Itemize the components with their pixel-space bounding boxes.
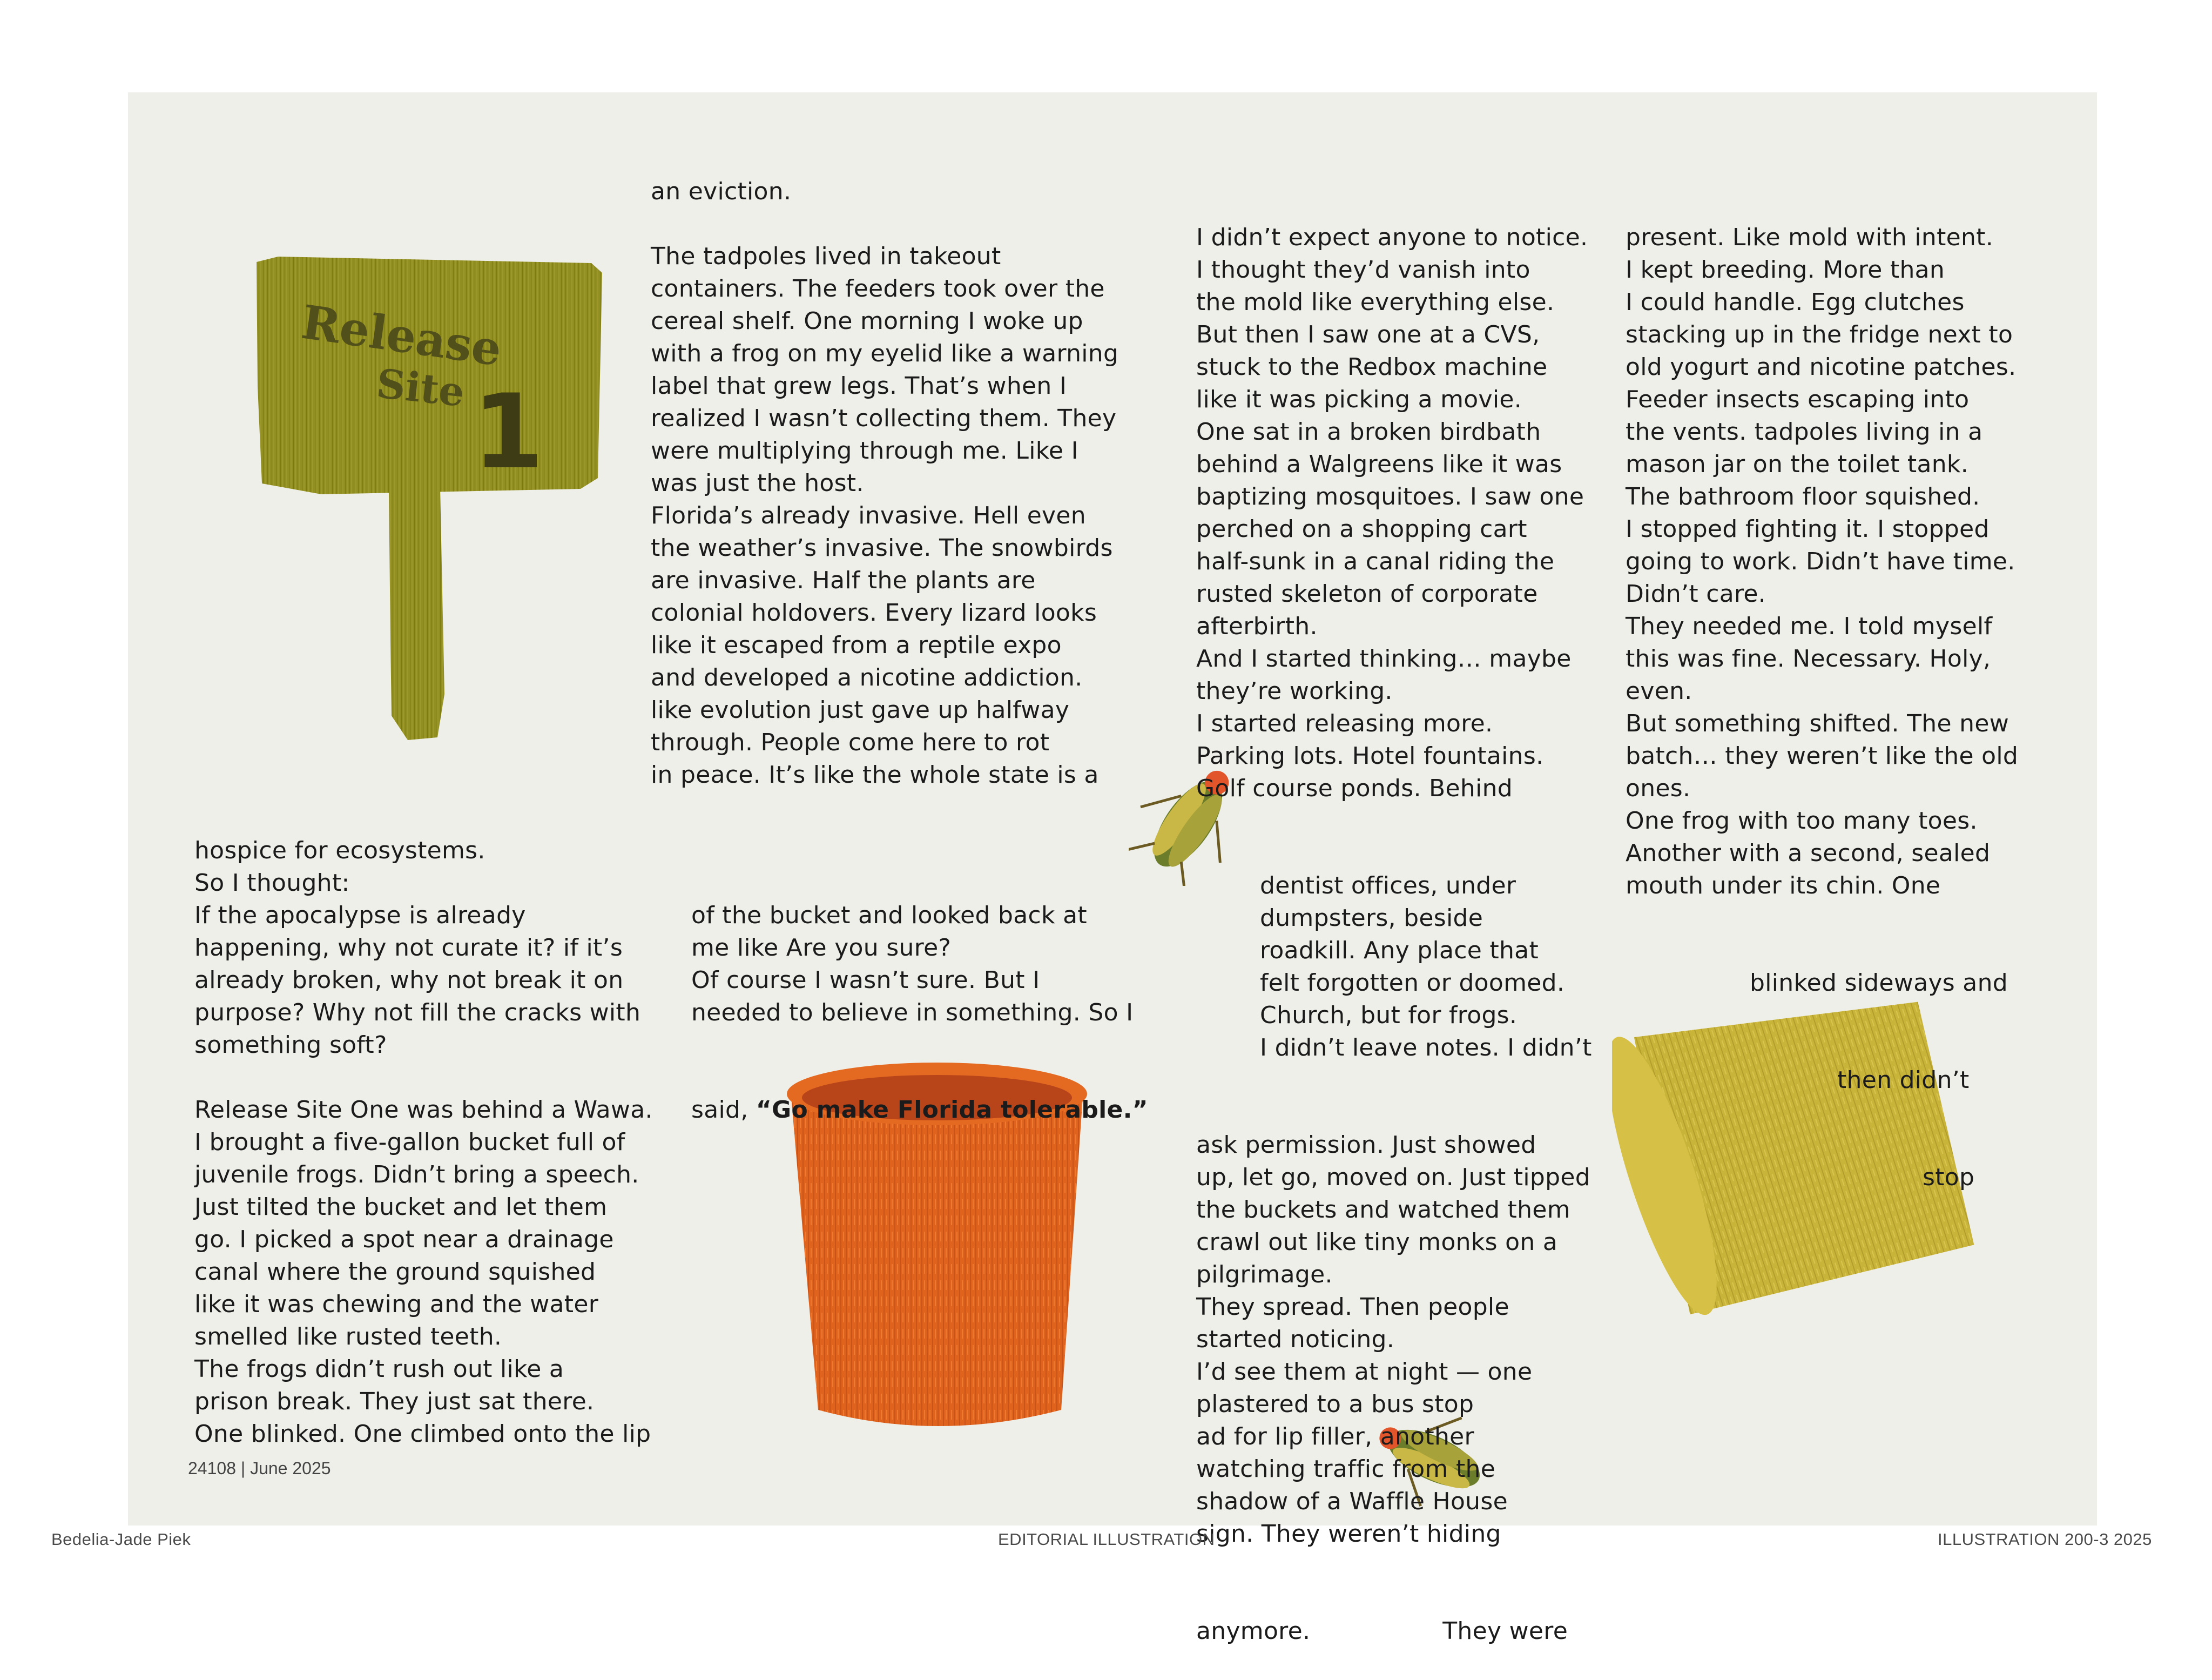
text-line: Parking lots. Hotel fountains. <box>1196 742 1544 770</box>
text-line: Florida’s already invasive. Hell even <box>651 502 1086 529</box>
text-line: Another with a second, sealed <box>1626 839 1991 867</box>
tail-line-2: then didn’t <box>1837 1066 1970 1094</box>
sign-label-line2: Site <box>374 360 467 416</box>
text-line: dumpsters, beside <box>1260 904 1483 932</box>
text-line: I started releasing more. <box>1196 710 1493 737</box>
text-line: through. People come here to rot <box>651 729 1050 756</box>
text-line: the weather’s invasive. The snowbirds <box>651 534 1113 562</box>
text-line: I didn’t expect anyone to notice. <box>1196 224 1588 251</box>
text-line: I brought a five-gallon bucket full of <box>194 1128 625 1156</box>
text-line <box>194 1061 653 1094</box>
text-line: happening, why not curate it? if it’s <box>194 934 623 962</box>
text-line: going to work. Didn’t have time. <box>1626 548 2015 575</box>
text-line: colonial holdovers. Every lizard looks <box>651 599 1097 627</box>
sign-post <box>389 489 444 740</box>
text-line: said, “Go make Florida tolerable.” <box>691 1096 1148 1124</box>
text-line: hospice for ecosystems. <box>194 837 485 864</box>
text-line: pilgrimage. <box>1196 1261 1333 1288</box>
text-line: One sat in a broken birdbath <box>1196 418 1541 446</box>
text-line: anymore. They were <box>1196 1617 1568 1645</box>
text-line: cereal shelf. One morning I woke up <box>651 307 1083 335</box>
text-line: One frog with too many toes. <box>1626 807 1978 835</box>
text-line: sign. They weren’t hiding <box>1196 1520 1501 1548</box>
text-line: ask permission. Just showed <box>1196 1131 1536 1159</box>
text-line: something soft? <box>194 1031 387 1059</box>
text-column-bottom-left <box>194 835 653 1450</box>
text-line: were multiplying through me. Like I <box>651 437 1078 465</box>
text-line: started noticing. <box>1196 1326 1395 1353</box>
text-line: like it was picking a movie. <box>1196 386 1522 413</box>
text-line: like it escaped from a reptile expo <box>651 631 1062 659</box>
text-line: So I thought: <box>194 869 350 897</box>
text-line: containers. The feeders took over the <box>651 275 1105 303</box>
text-line: afterbirth. <box>1196 613 1318 640</box>
text-column-bottom-center <box>691 835 1148 1159</box>
text-line: I didn’t leave notes. I didn’t <box>1260 1034 1592 1061</box>
tail-line-1: blinked sideways and <box>1750 969 2008 997</box>
text-line: with a frog on my eyelid like a warning <box>651 340 1119 367</box>
text-line: One blinked. One climbed onto the lip <box>194 1420 651 1448</box>
text-line: behind a Walgreens like it was <box>1196 451 1562 478</box>
text-line: batch… they weren’t like the old <box>1626 742 2019 770</box>
text-line: felt forgotten or doomed. <box>1260 969 1565 997</box>
text-line: was just the host. <box>651 469 864 497</box>
text-column-far-right <box>1626 157 2018 1226</box>
text-line: the buckets and watched them <box>1196 1196 1570 1224</box>
text-line: But something shifted. The new <box>1626 710 2009 737</box>
text-line: I kept breeding. More than <box>1626 256 1945 284</box>
text-line: mason jar on the toilet tank. <box>1626 451 1968 478</box>
text-line: But then I saw one at a CVS, <box>1196 321 1540 348</box>
text-line: The tadpoles lived in takeout <box>651 243 1001 270</box>
text-line: smelled like rusted teeth. <box>194 1323 502 1350</box>
text-line: the mold like everything else. <box>1196 288 1555 316</box>
text-line: purpose? Why not fill the cracks with <box>194 999 641 1026</box>
text-line: I could handle. Egg clutches <box>1626 288 1965 316</box>
text-line: label that grew legs. That’s when I <box>651 372 1067 400</box>
text-line: needed to believe in something. So I <box>691 999 1134 1026</box>
text-line: Didn’t care. <box>1626 580 1766 608</box>
sign-label-line1: Release <box>298 294 505 377</box>
text-line: in peace. It’s like the whole state is a <box>651 761 1099 789</box>
text-line: realized I wasn’t collecting them. They <box>651 405 1117 432</box>
text-line: Release Site One was behind a Wawa. <box>194 1096 653 1124</box>
text-line <box>651 208 1118 240</box>
text-line: I stopped fighting it. I stopped <box>1626 515 1990 543</box>
text-line: this was fine. Necessary. Holy, <box>1626 645 1991 673</box>
text-line: Just tilted the bucket and let them <box>194 1193 608 1221</box>
text-line: like it was chewing and the water <box>194 1291 599 1318</box>
text-line: of the bucket and looked back at <box>691 902 1087 929</box>
text-line: Feeder insects escaping into <box>1626 386 1970 413</box>
text-line: Of course I wasn’t sure. But I <box>691 966 1040 994</box>
text-line: The frogs didn’t rush out like a <box>194 1355 564 1383</box>
tail-line-3: stop <box>1923 1164 1975 1191</box>
bold-quote: “Go make Florida tolerable.” <box>756 1096 1148 1124</box>
text-line: already broken, why not break it on <box>194 966 624 994</box>
text-line: watching traffic from the <box>1196 1455 1496 1483</box>
text-line: shadow of a Waffle House <box>1196 1488 1508 1515</box>
text-line: ones. <box>1626 775 1691 802</box>
text-line: roadkill. Any place that <box>1260 937 1539 964</box>
text-line: the vents. tadpoles living in a <box>1626 418 1983 446</box>
text-line: stacking up in the fridge next to <box>1626 321 2013 348</box>
text-line: plastered to a bus stop <box>1196 1390 1474 1418</box>
text-line: up, let go, moved on. Just tipped <box>1196 1164 1590 1191</box>
text-line: old yogurt and nicotine patches. <box>1626 353 2017 381</box>
text-line: stuck to the Redbox machine <box>1196 353 1548 381</box>
text-line: like evolution just gave up halfway <box>651 696 1070 724</box>
text-line: If the apocalypse is already <box>194 902 526 929</box>
text-line: prison break. They just sat there. <box>194 1388 595 1415</box>
issue-date: 24108 | June 2025 <box>188 1459 331 1478</box>
text-line: juvenile frogs. Didn’t bring a speech. <box>194 1161 639 1188</box>
text-line: dentist offices, under <box>1260 872 1516 899</box>
text-line: I’d see them at night — one <box>1196 1358 1533 1386</box>
text-line: ad for lip filler, another <box>1196 1423 1474 1450</box>
text-line: Golf course ponds. Behind <box>1196 775 1513 802</box>
text-column-right-center <box>1196 157 1592 1680</box>
text-line: and developed a nicotine addiction. <box>651 664 1083 691</box>
text-line: canal where the ground squished <box>194 1258 596 1286</box>
text-line: baptizing mosquitoes. I saw one <box>1196 483 1584 510</box>
text-line: crawl out like tiny monks on a <box>1196 1228 1558 1256</box>
text-line: are invasive. Half the plants are <box>651 567 1036 594</box>
text-line: even. <box>1626 677 1692 705</box>
text-line: present. Like mold with intent. <box>1626 224 1994 251</box>
footer-section: EDITORIAL ILLUSTRATION <box>998 1530 1215 1549</box>
text-line: rusted skeleton of corporate <box>1196 580 1538 608</box>
text-line: perched on a shopping cart <box>1196 515 1527 543</box>
footer-author: Bedelia-Jade Piek <box>51 1530 191 1549</box>
text-line: they’re working. <box>1196 677 1393 705</box>
text-column-top-center <box>651 176 1118 791</box>
text-line: an eviction. <box>651 178 792 205</box>
footer-course: ILLUSTRATION 200-3 2025 <box>1938 1530 2152 1549</box>
text-line: They needed me. I told myself <box>1626 613 1993 640</box>
sign-number: 1 <box>473 372 544 492</box>
text-line: I thought they’d vanish into <box>1196 256 1530 284</box>
text-line: mouth under its chin. One <box>1626 872 1941 899</box>
text-line: go. I picked a spot near a drainage <box>194 1226 614 1253</box>
text-line: half-sunk in a canal riding the <box>1196 548 1555 575</box>
release-site-sign-illustration <box>246 251 613 748</box>
text-line: They spread. Then people <box>1196 1293 1509 1321</box>
text-line: The bathroom floor squished. <box>1626 483 1980 510</box>
text-line: Church, but for frogs. <box>1260 1002 1518 1029</box>
text-line: me like Are you sure? <box>691 934 952 962</box>
text-line: And I started thinking… maybe <box>1196 645 1572 673</box>
